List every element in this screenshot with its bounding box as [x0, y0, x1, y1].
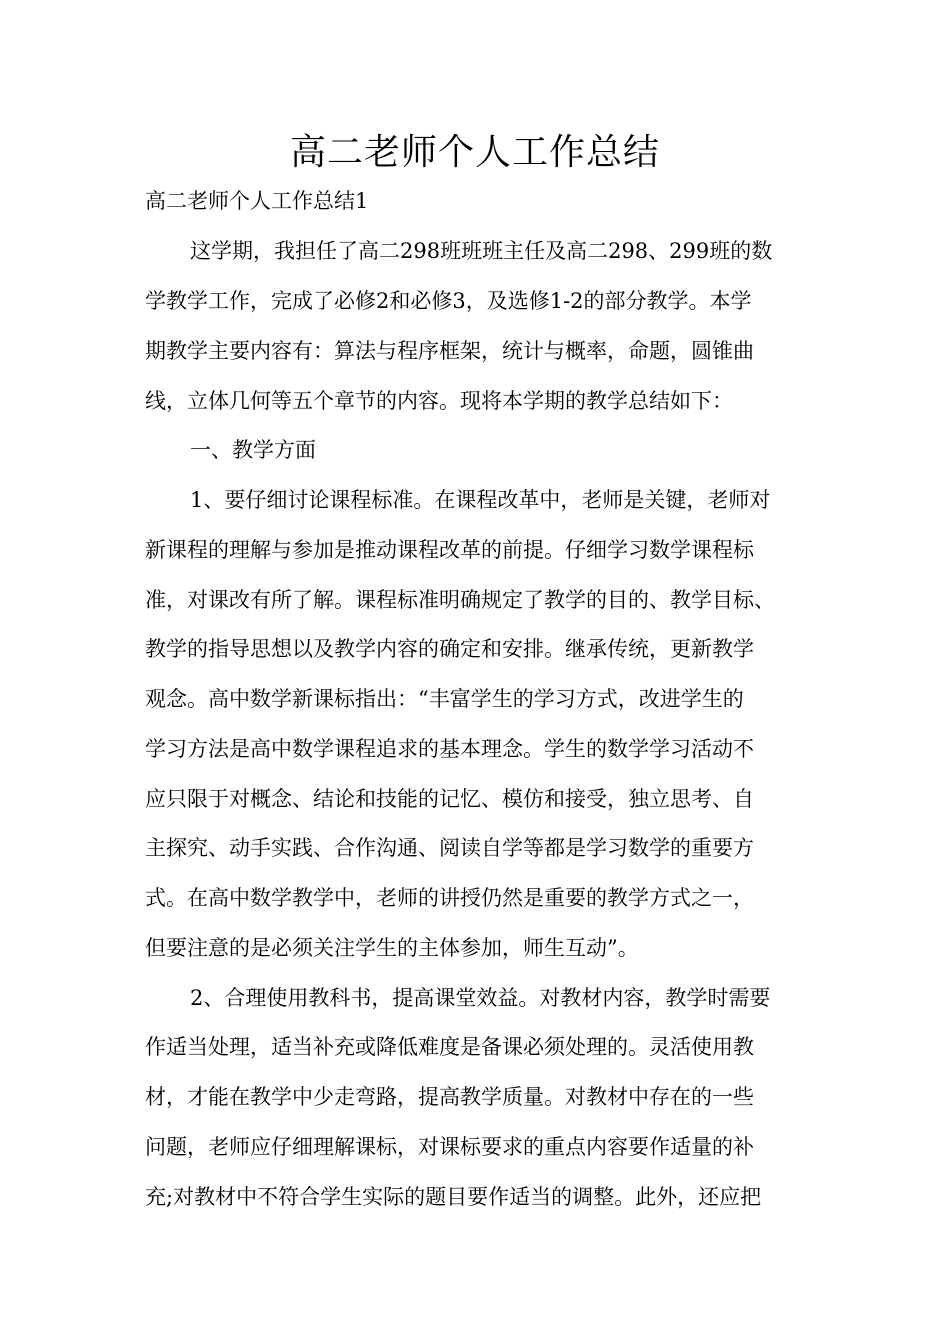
- paragraph-line: 教学的指导思想以及教学内容的确定和安排。继承传统，更新教学: [145, 637, 754, 661]
- document-subtitle: 高二老师个人工作总结1: [145, 189, 369, 213]
- paragraph-line: 作适当处理，适当补充或降低难度是备课必须处理的。灵活使用教: [145, 1035, 754, 1059]
- paragraph-line: 这学期，我担任了高二298班班班主任及高二298、299班的数: [190, 239, 773, 263]
- section-heading: 一、教学方面: [190, 438, 316, 462]
- paragraph-line: 1、要仔细讨论课程标准。在课程改革中，老师是关键，老师对: [190, 488, 771, 512]
- paragraph-line: 准，对课改有所了解。课程标准明确规定了教学的目的、教学目标、: [145, 588, 775, 612]
- paragraph-line: 但要注意的是必须关注学生的主体参加，师生互动”。: [145, 936, 639, 960]
- paragraph-line: 问题，老师应仔细理解课标，对课标要求的重点内容要作适量的补: [145, 1135, 754, 1159]
- paragraph-line: 式。在高中数学教学中，老师的讲授仍然是重要的教学方式之一，: [145, 886, 754, 910]
- paragraph-line: 新课程的理解与参加是推动课程改革的前提。仔细学习数学课程标: [145, 538, 754, 562]
- paragraph-line: 充;对教材中不符合学生实际的题目要作适当的调整。此外，还应把: [145, 1185, 762, 1209]
- paragraph-line: 学教学工作，完成了必修2和必修3，及选修1-2的部分教学。本学: [145, 289, 752, 313]
- paragraph-line: 2、合理使用教科书，提高课堂效益。对教材内容，教学时需要: [190, 986, 771, 1010]
- document-title: 高二老师个人工作总结: [289, 132, 660, 173]
- paragraph-line: 期教学主要内容有：算法与程序框架，统计与概率，命题，圆锥曲: [145, 339, 754, 363]
- paragraph-line: 主探究、动手实践、合作沟通、阅读自学等都是学习数学的重要方: [145, 836, 754, 860]
- paragraph-line: 线，立体几何等五个章节的内容。现将本学期的教学总结如下：: [145, 389, 733, 413]
- paragraph-line: 应只限于对概念、结论和技能的记忆、模仿和接受，独立思考、自: [145, 787, 754, 811]
- paragraph-line: 学习方法是高中数学课程追求的基本理念。学生的数学学习活动不: [145, 737, 754, 761]
- paragraph-line: 观念。高中数学新课标指出：“丰富学生的学习方式，改进学生的: [145, 687, 744, 711]
- paragraph-line: 材，才能在教学中少走弯路，提高教学质量。对教材中存在的一些: [145, 1085, 754, 1109]
